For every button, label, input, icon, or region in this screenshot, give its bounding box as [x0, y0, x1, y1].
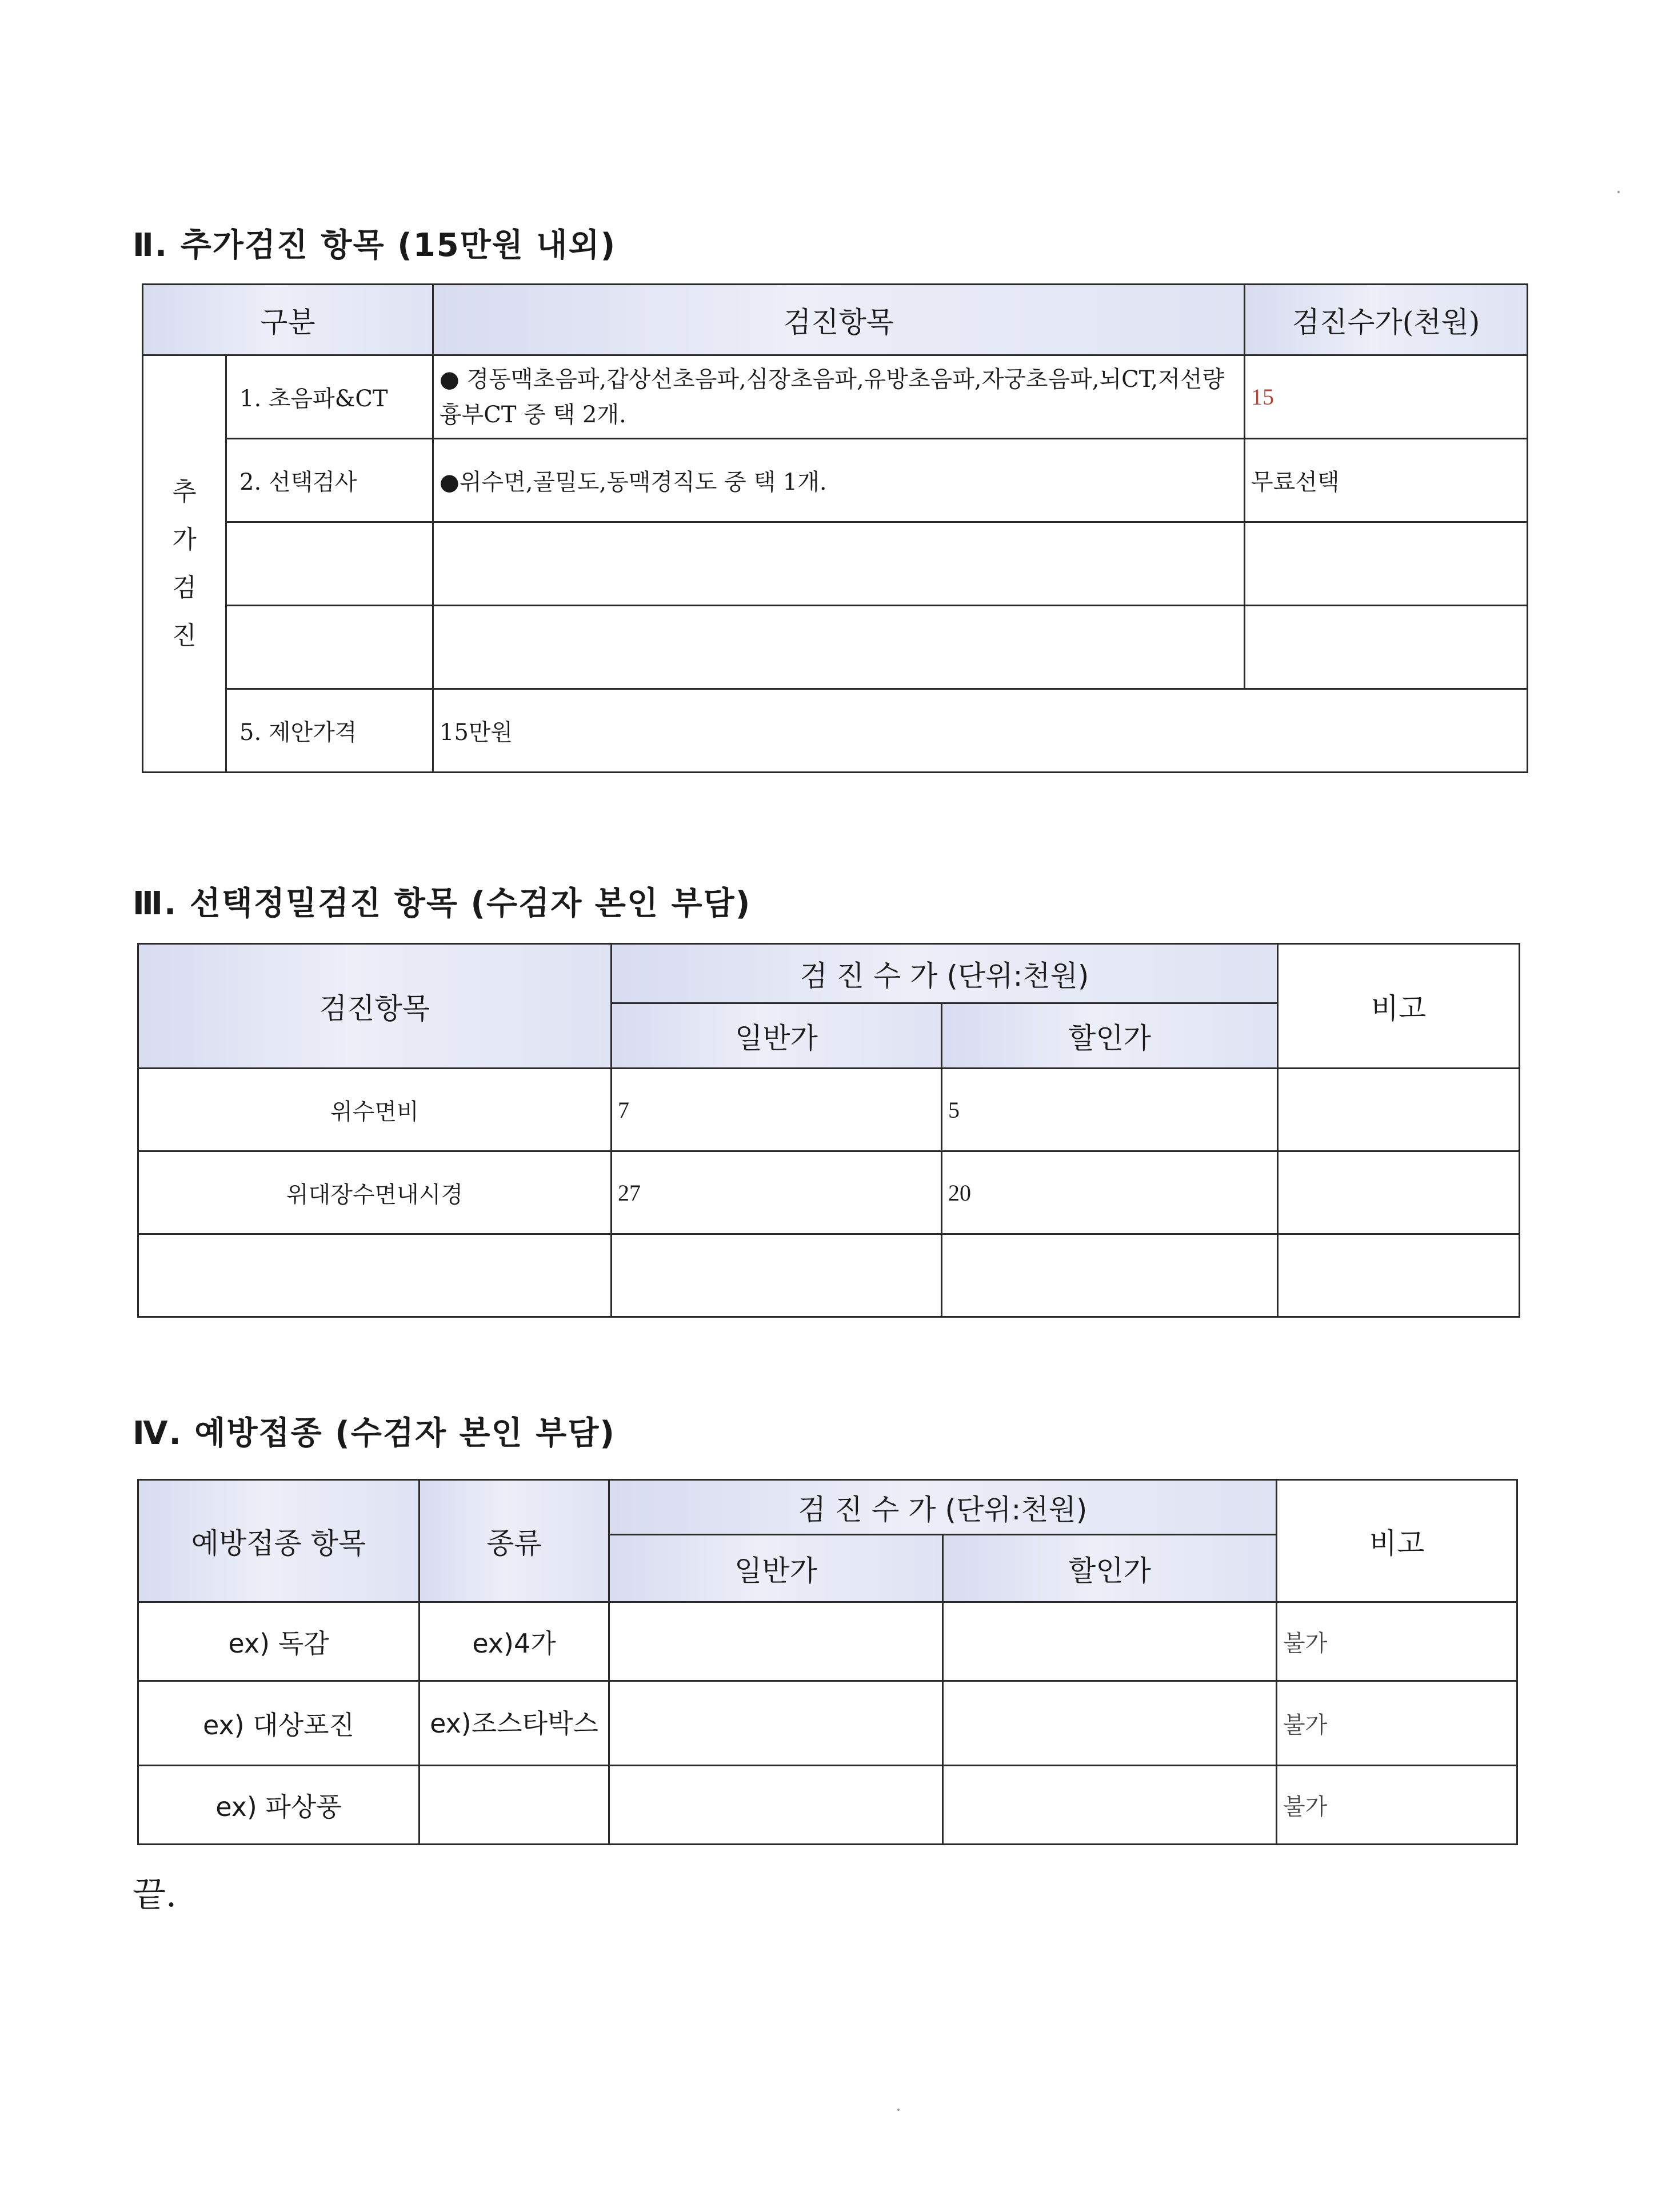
row-label: [226, 606, 433, 689]
table-row-regular: [609, 1602, 943, 1681]
table-row-regular: 7: [612, 1069, 942, 1151]
table-row-discount: 20: [942, 1151, 1278, 1234]
row-label: 2. 선택검사: [226, 439, 433, 522]
section4-table: [137, 1479, 1518, 1845]
col-header-regular: 일반가: [609, 1535, 943, 1602]
table-row-item: ex) 대상포진: [138, 1681, 420, 1766]
table-row-item: 위수면비: [138, 1069, 612, 1151]
row-label: [226, 522, 433, 606]
table-row-regular: 27: [612, 1151, 942, 1234]
section2-table: [142, 283, 1528, 773]
row-content: ● 경동맥초음파,갑상선초음파,심장초음파,유방초음파,자궁초음파,뇌CT,저선량흉부CT 중 택 2개.: [433, 355, 1245, 439]
table-row-discount: 5: [942, 1069, 1278, 1151]
table-row-item: [138, 1234, 612, 1317]
section3-table: [137, 943, 1520, 1318]
col-header-discount: 할인가: [942, 1003, 1278, 1069]
table-row-regular: [609, 1681, 943, 1766]
section2-title: Ⅱ. 추가검진 항목 (15만원 내외): [133, 227, 617, 264]
table-row-discount: [943, 1681, 1277, 1766]
col-header-note: 비고: [1277, 1480, 1517, 1602]
table-row-type: [420, 1681, 609, 1766]
col-header-item: 예방접종 항목: [138, 1480, 420, 1602]
row-content: ●위수면,골밀도,동맥경직도 중 택 1개.: [433, 439, 1245, 522]
col-header-category: 구분: [143, 285, 433, 355]
col-header-regular: 일반가: [612, 1003, 942, 1069]
table-row-note: [1278, 1234, 1520, 1317]
col-header-note: 비고: [1278, 944, 1520, 1069]
table-row-regular: [612, 1234, 942, 1317]
type-text: ex)조스타박스: [430, 1707, 598, 1739]
section3-title: Ⅲ. 선택정밀검진 항목 (수검자 본인 부담): [133, 885, 752, 922]
row-fee: 15: [1245, 355, 1528, 439]
col-header-item: 검진항목: [138, 944, 612, 1069]
section4-title: Ⅳ. 예방접종 (수검자 본인 부담): [133, 1415, 616, 1452]
table-row-discount: [943, 1602, 1277, 1681]
row-fee: [1245, 606, 1528, 689]
proposal-value: 15만원: [433, 689, 1528, 773]
table-row-note: 불가: [1277, 1766, 1517, 1845]
col-header-items: 검진항목: [433, 285, 1245, 355]
row-label: 1. 초음파&CT: [226, 355, 433, 439]
table-row-note: [1278, 1069, 1520, 1151]
table-row-regular: [609, 1766, 943, 1845]
row-content: [433, 606, 1245, 689]
side-label: [143, 355, 226, 773]
proposal-label: 5. 제안가격: [226, 689, 433, 773]
col-header-discount: 할인가: [943, 1535, 1277, 1602]
col-header-fee: 검진수가(천원): [1245, 285, 1528, 355]
table-row-type: ex)4가: [420, 1602, 609, 1681]
table-row-note: 불가: [1277, 1602, 1517, 1681]
end-mark: 끝.: [133, 1875, 177, 1915]
table-row-note: [1278, 1151, 1520, 1234]
col-header-fee-group: 검 진 수 가 (단위:천원): [609, 1480, 1277, 1535]
row-fee: 무료선택: [1245, 439, 1528, 522]
row-content: [433, 522, 1245, 606]
table-row-item: ex) 파상풍: [138, 1766, 420, 1845]
side-label-text: 추가검진: [172, 477, 197, 650]
table-row-discount: [942, 1234, 1278, 1317]
table-row-item: 위대장수면내시경: [138, 1151, 612, 1234]
scan-speck: [897, 2109, 900, 2111]
table-row-type: [420, 1766, 609, 1845]
col-header-fee-group: 검 진 수 가 (단위:천원): [612, 944, 1278, 1003]
scan-speck: [1617, 191, 1620, 193]
table-row-item: ex) 독감: [138, 1602, 420, 1681]
col-header-type: 종류: [420, 1480, 609, 1602]
row-fee: [1245, 522, 1528, 606]
table-row-discount: [943, 1766, 1277, 1845]
table-row-note: 불가: [1277, 1681, 1517, 1766]
